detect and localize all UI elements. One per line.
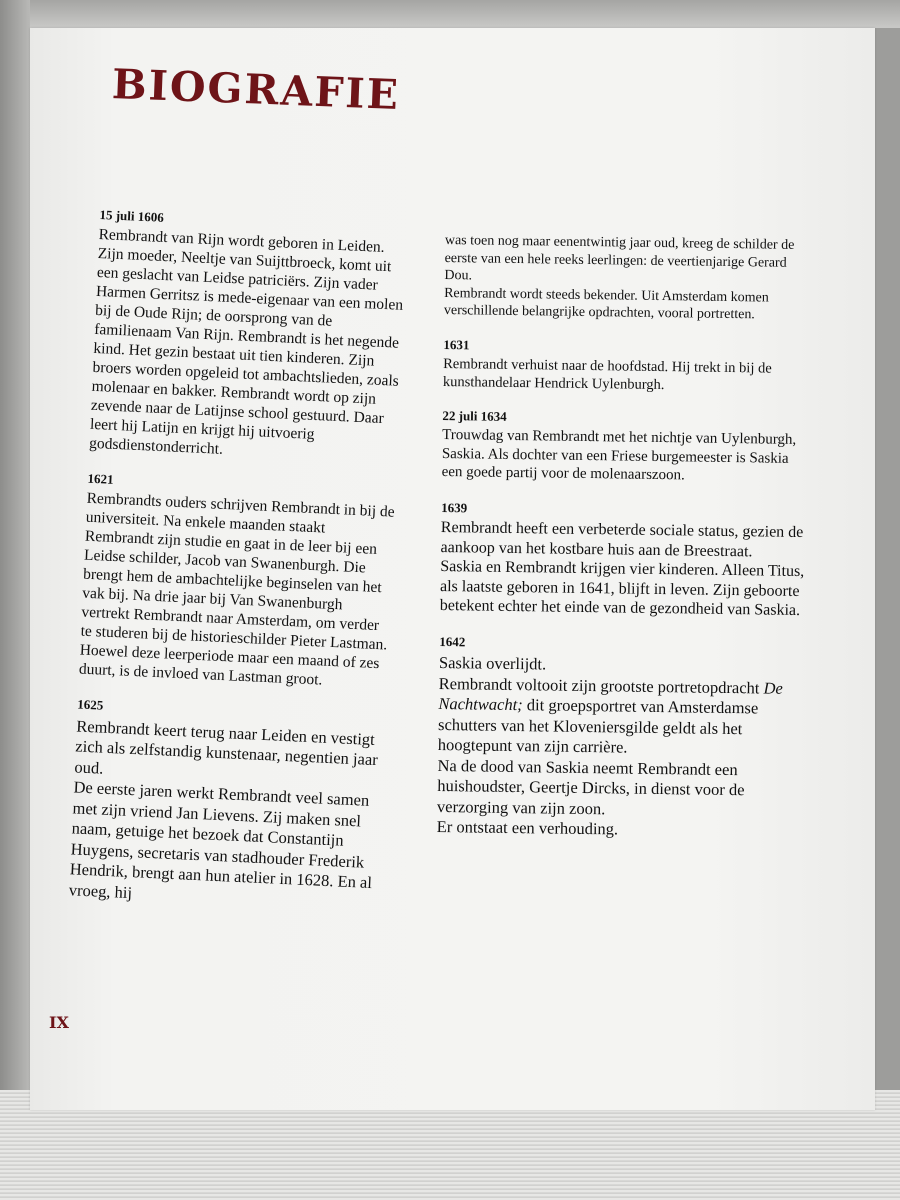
entry-text: Rembrandt wordt steeds bekender. Uit Amsterdam komen verschillende belangrijke opdrachten, vooral portretten. [443,285,769,323]
entry-text: Rembrandt heeft een verbeterde sociale status, gezien de aankoop van het kostbare huis aan de Breestraat. [440,518,804,560]
entry-1606 [89,205,410,467]
entry-date: 1642 [439,633,466,649]
entry-1621 [78,469,397,693]
entry-date: 1625 [77,696,104,713]
entry-text: Er ontstaat een verhouding. [436,816,619,839]
left-column [68,205,410,930]
entry-1642 [437,631,810,842]
entry-text: Rembrandt verhuist naar de hoofdstad. Hij trekt in bij de kunsthandelaar Hendrick Uylenburgh. [442,355,772,393]
page-number: IX [49,1013,69,1032]
entry-text: Rembrandts ouders schrijven Rembrandt in bij de universiteit. Na enkele maanden staakt Rembrandt zijn studie en gaat in de leer bij een Leidse schilder, Jacob van Swanenburgh. Die brengt hem de ambachtelijke beginselen van het vak bij. Na drie jaar bij Van Swanenburgh vertrekt Rembrandt naar Amsterdam, om verder te studeren bij de historieschilder Pieter Lastman. Hoewel deze leerperiode maar een maand of zes duurt, is de invloed van Lastman groot. [78,489,395,689]
entry-text: De eerste jaren werkt Rembrandt veel samen met zijn vriend Jan Lievens. Zij maken snel naam, getuige het bezoek dat Constantijn Huygens, secretaris van stadhouder Frederik Hendrik, brengt aan hun atelier in 1628. En al vroeg, hij [68,777,373,902]
left-page-edge [0,0,30,1200]
entry-date: 22 juli 1634 [442,407,507,424]
entry-text-part: dit groepsportret van Amsterdamse schutters van het Kloveniersgilde geldt als het hoogtepunt van zijn carrière. [437,695,759,757]
right-column [436,232,815,859]
entry-text-part: Rembrandt voltooit zijn grootste portretopdracht [438,673,760,697]
entry-date: 1639 [441,499,468,515]
entry-text: Trouwdag van Rembrandt met het nichtje van Uylenburgh, Saskia. Als dochter van een Friese burgemeester is Saskia een goede partij voor de molenaarszoon. [441,426,797,484]
entry-text: Rembrandt keert terug naar Leiden en vestigt zich als zelfstandig kunstenaar, negentien jaar oud. [74,715,379,778]
entry-1631 [443,335,814,395]
entry-text [438,673,809,760]
artwork-title: De Nachtwacht; [438,677,783,715]
entry-1639 [440,497,812,620]
entry-date: 15 juli 1606 [99,206,165,225]
entry-text: Saskia overlijdt. [438,652,547,674]
entry-text: Rembrandt van Rijn wordt geboren in Leiden. Zijn moeder, Neeltje van Suijttbroeck, komt uit een geslacht van Leidse patriciërs. Zijn vader Harmen Gerritsz is mede-eigenaar van een molen bij de Oude Rijn; de oorsprong van de familienaam Van Rijn. Rembrandt is het negende kind. Het gezin bestaat uit tien kinderen. Zijn broers worden opgeleid tot ambachtslieden, zoals molenaar en bakker. Rembrandt wordt op zijn zevende naar de Latijnse school gestuurd. Daar leert hij Latijn en krijgt hij uitvoerig godsdienstonderricht. [88,225,404,458]
entry-text: was toen nog maar eenentwintig jaar oud, kreeg de schilder de eerste van een hele reeks leerlingen: de veertienjarige Gerard Dou. [444,232,795,284]
background-top [0,0,900,28]
entry-1634 [442,406,813,486]
entry-text: Saskia en Rembrandt krijgen vier kinderen. Alleen Titus, als laatste geboren in 1641, blijft in leven. Zijn geboorte betekent echter het einde van de gezondheid van Saskia. [439,557,805,619]
entry-date: 1621 [87,470,114,487]
entry-1625 [68,694,387,914]
entry-continued [444,232,815,325]
page-title: BIOGRAFIE [111,60,401,120]
entry-date: 1631 [443,336,470,352]
entry-text: Na de dood van Saskia neemt Rembrandt een huishoudster, Geertje Dircks, in dienst voor de verzorging van zijn zoon. [436,755,745,818]
